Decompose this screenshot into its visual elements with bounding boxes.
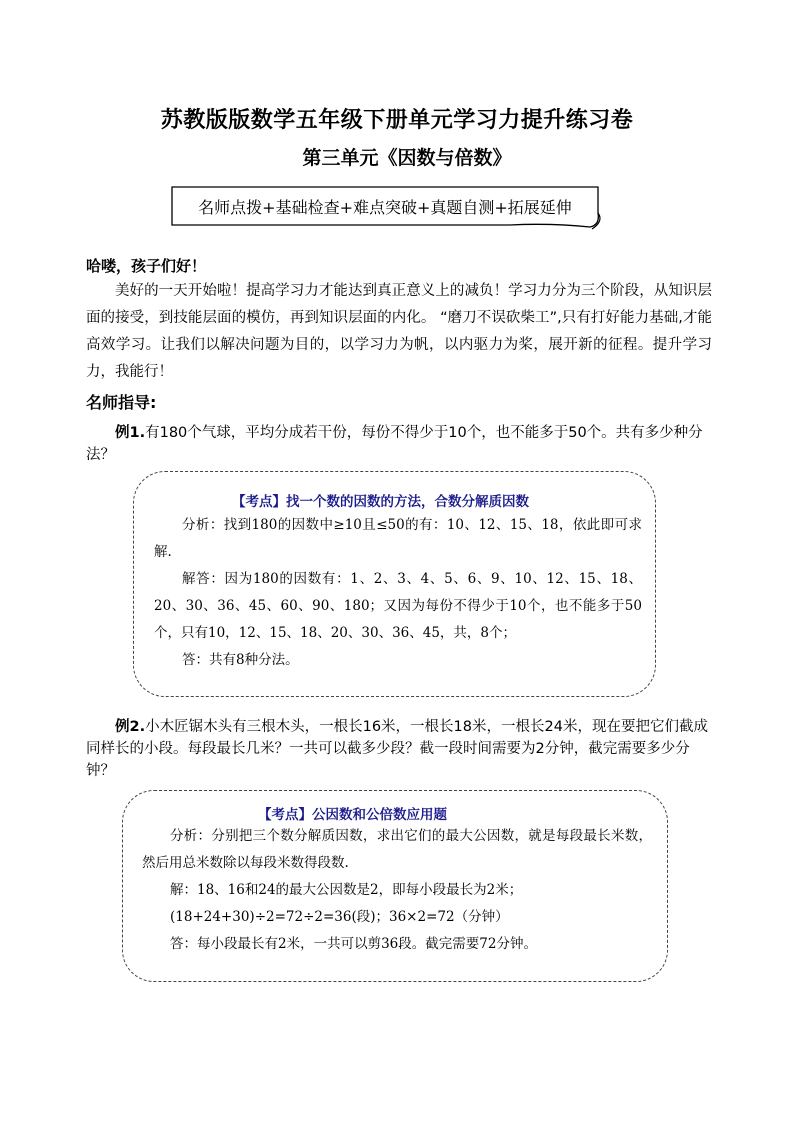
example-2-text: 小木匠锯木头有三根木头，一根长16米，一根长18米，一根长24米，现在要把它们截成同样长的小段。每段最长几米？一共可以截多少段？截一段时间需要为2分钟，截完需要多少分钟？	[86, 719, 708, 779]
example-1-analysis: 分析：找到180的因数中≥10且≤50的有：10、12、15、18，依此即可求解.	[154, 517, 642, 560]
example-2-question	[86, 716, 712, 782]
banner-text: 名师点拨+基础检查+难点突破+真题自测+拓展延伸	[198, 198, 572, 217]
sub-title: 第三单元《因数与倍数》	[302, 147, 512, 169]
example-1-text: 有180个气球，平均分成若干份，每份不得少于10个，也不能多于50个。共有多少种分法？	[86, 425, 703, 463]
intro-paragraph: 美好的一天开始啦！提高学习力才能达到真正意义上的减负！学习力分为三个阶段，从知识层面的接受，到技能层面的模仿，再到知识层面的内化。 “磨刀不误砍柴工”,只有打好能力基础,才能高效学习。让我们以解决问题为目的，以学习力为帆，以内驱力为桨，展开新的征程。提升学习力，我能行！	[86, 283, 712, 380]
example-2-final-answer: 答：每小段最长有2米，一共可以剪36段。截完需要72分钟。	[170, 936, 537, 952]
example-1-final-answer: 答：共有8种分法。	[182, 652, 299, 668]
example-1-solution	[154, 512, 642, 674]
keypoint-tag: 【考点】	[232, 494, 286, 510]
keypoint-text: 找一个数的因数的方法，合数分解质因数	[286, 494, 529, 510]
example-2-label: 例2.	[115, 719, 146, 735]
example-2-solution-line-2: (18+24+30)÷2=72÷2=36(段)；36×2=72（分钟）	[170, 909, 509, 925]
example-1-question	[86, 422, 712, 466]
keypoint-tag: 【考点】	[258, 807, 312, 823]
example-2-keypoint	[258, 803, 447, 823]
banner	[170, 185, 606, 227]
example-1-keypoint	[232, 490, 529, 510]
greeting: 哈喽，孩子们好！	[86, 257, 207, 275]
example-1-label: 例1.	[115, 425, 146, 441]
example-1-answer-detail: 解答：因为180的因数有：1、2、3、4、5、6、9、10、12、15、18、20、30、36、45、60、90、180；又因为每份不得少于10个，也不能多于50个，只有10，12、15、18、20、30、36、45，共，8个；	[154, 571, 642, 641]
example-2-solution-line-1: 解：18、16和24的最大公因数是2，即每小段最长为2米；	[170, 882, 523, 898]
example-2-analysis: 分析：分别把三个数分解质因数，求出它们的最大公因数，就是每段最长米数，然后用总米数除以每段米数得段数.	[142, 828, 652, 871]
guide-heading: 名师指导:	[86, 393, 157, 412]
keypoint-text: 公因数和公倍数应用题	[312, 807, 447, 823]
example-2-solution	[142, 823, 652, 958]
main-title: 苏教版版数学五年级下册单元学习力提升练习卷	[160, 108, 634, 133]
